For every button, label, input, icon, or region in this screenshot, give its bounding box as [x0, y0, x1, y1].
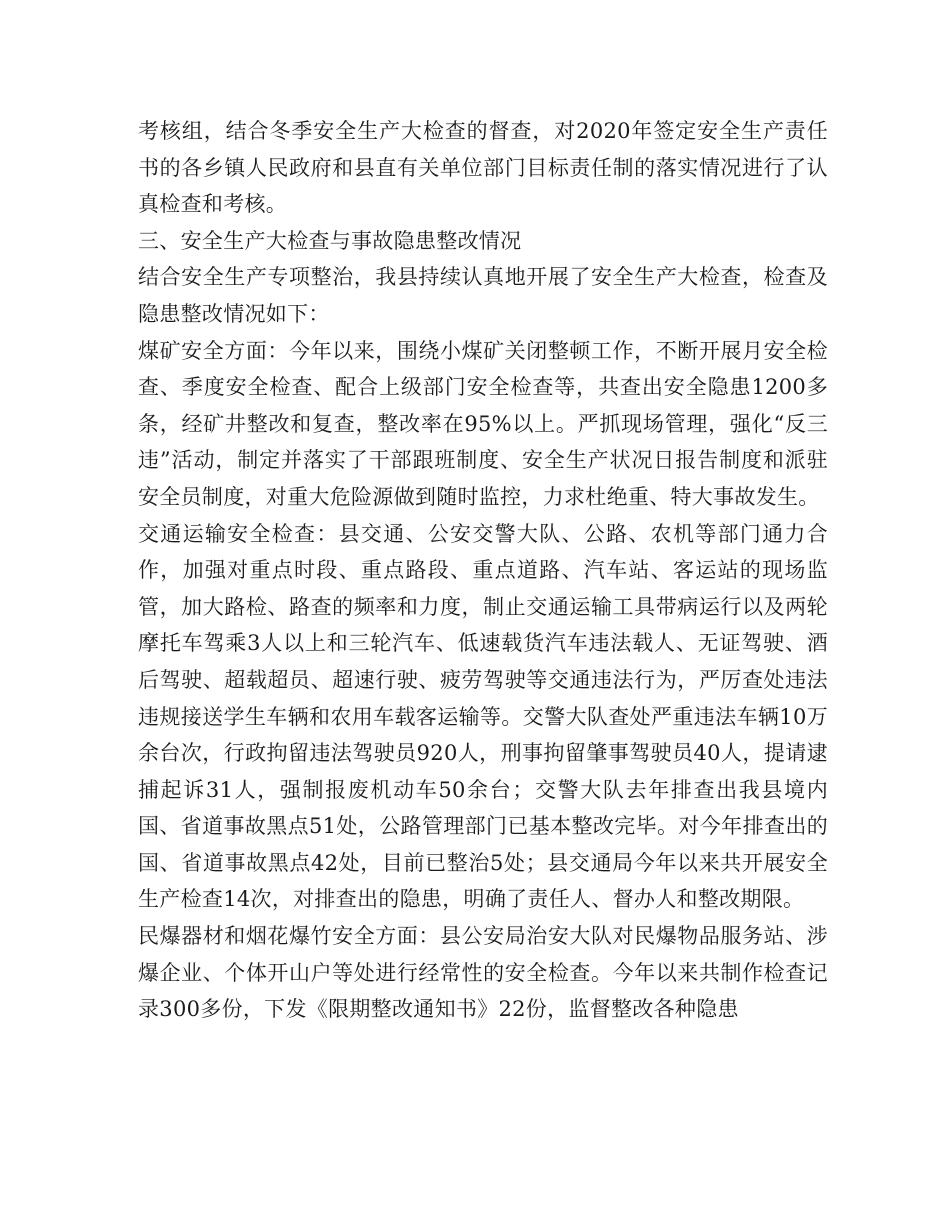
section-heading: 三、安全生产大检查与事故隐患整改情况	[138, 228, 522, 253]
paragraph-explosives: 民爆器材和烟花爆竹安全方面：县公安局治安大队对民爆物品服务站、涉爆企业、个体开山户等处进行经常性的安全检查。今年以来共制作检查记录300多份，下发《限期整改通知书》22份，监督整改各种隐患	[138, 924, 828, 1022]
document-body	[138, 113, 828, 1028]
paragraph-traffic: 交通运输安全检查：县交通、公安交警大队、公路、农机等部门通力合作，加强对重点时段、重点路段、重点道路、汽车站、客运站的现场监管，加大路检、路查的频率和力度，制止交通运输工具带病运行以及两轮摩托车驾乘3人以上和三轮汽车、低速载货汽车违法载人、无证驾驶、酒后驾驶、超载超员、超速行驶、疲劳驾驶等交通违法行为，严厉查处违法违规接送学生车辆和农用车载客运输等。交警大队查处严重违法车辆10万余台次，行政拘留违法驾驶员920人，刑事拘留肇事驾驶员40人，提请逮捕起诉31人，强制报废机动车50余台；交警大队去年排查出我县境内国、省道事故黑点51处，公路管理部门已基本整改完毕。对今年排查出的国、省道事故黑点42处，目前已整治5处；县交通局今年以来共开展安全生产检查14次，对排查出的隐患，明确了责任人、督办人和整改期限。	[138, 521, 828, 912]
paragraph-intro: 结合安全生产专项整治，我县持续认真地开展了安全生产大检查，检查及隐患整改情况如下：	[138, 265, 828, 326]
paragraph-assessment: 考核组，结合冬季安全生产大检查的督查，对2020年签定安全生产责任书的各乡镇人民政府和县直有关单位部门目标责任制的落实情况进行了认真检查和考核。	[138, 119, 828, 217]
paragraph-coal-mine: 煤矿安全方面：今年以来，围绕小煤矿关闭整顿工作，不断开展月安全检查、季度安全检查、配合上级部门安全检查等，共查出安全隐患1200多条，经矿井整改和复查，整改率在95%以上。严抓现场管理，强化“反三违”活动，制定并落实了干部跟班制度、安全生产状况日报告制度和派驻安全员制度，对重大危险源做到随时监控，力求杜绝重、特大事故发生。	[138, 338, 828, 509]
